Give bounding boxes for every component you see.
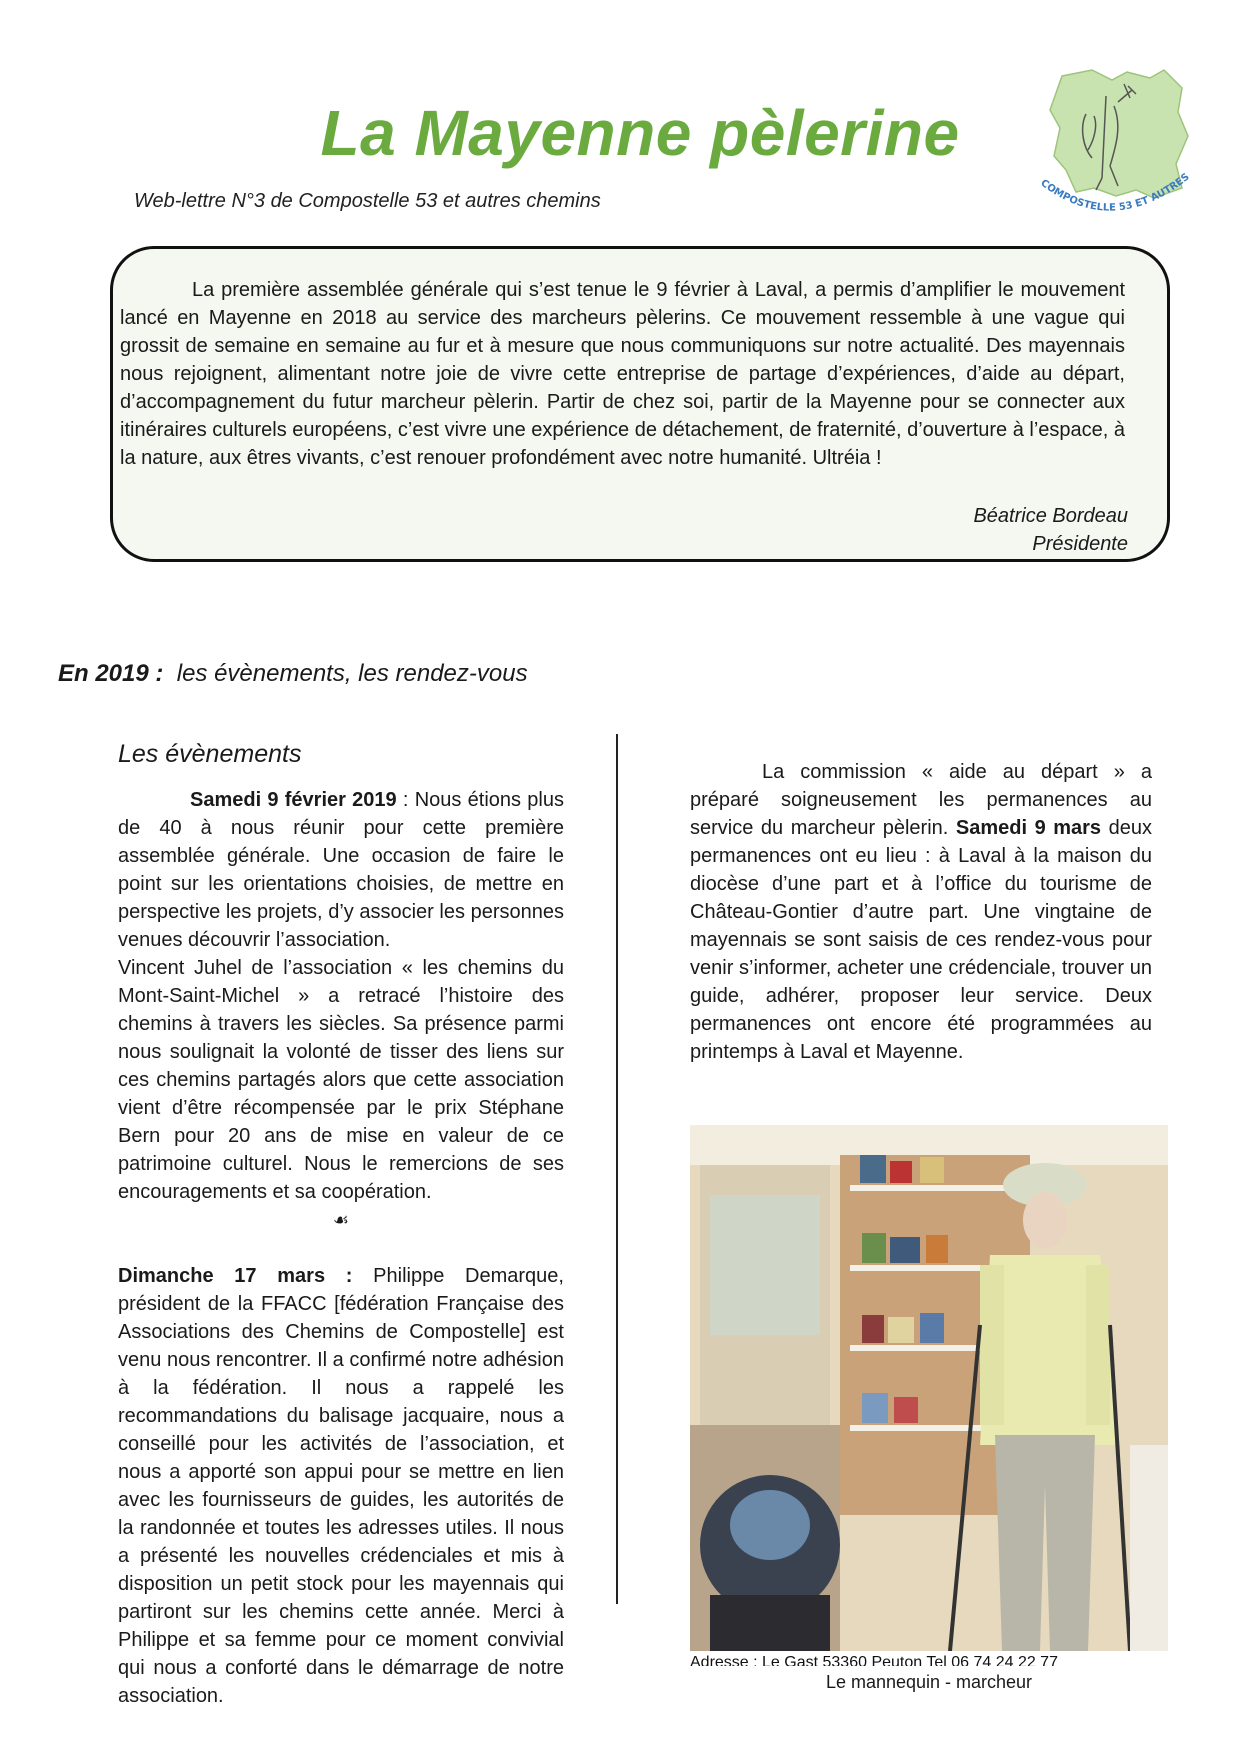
address-line: Adresse : Le Gast 53360 Peuton Tel 06 74 24 22 77 (690, 1655, 1058, 1666)
photo-caption: Le mannequin - marcheur (825, 1672, 1033, 1692)
intro-text: La première assemblée générale qui s’est tenue le 9 février à Laval, a permis d’amplifier le mouvement lancé en Mayenne en 2018 au service des marcheurs pèlerins. Ce mouvement ressemble à une vague qui grossit de semaine en semaine au fur et à mesure que nous communiquons sur notre actualité. Des mayennais nous rejoignent, alimentant notre joie de vivre cette entreprise de partage d’expériences, d’aide au départ, d’accompagnement du futur marcheur pèlerin. Partir de chez soi, partir de la Mayenne pour se connecter aux itinéraires culturels européens, c’est vivre une expérience de détachement, de fraternité, d’ouverture à l’espace, à la nature, aux êtres vivants, c’est renouer profondément avec notre humanité. Ultréia ! (120, 279, 1126, 469)
section-heading-text: les évènements, les rendez-vous (176, 660, 528, 687)
signature (973, 502, 1128, 558)
events-subheading: Les évènements (118, 740, 302, 768)
column-divider (616, 734, 618, 1604)
fleuron-icon: ☙ (332, 1210, 350, 1230)
signature-role: Présidente (1032, 533, 1128, 555)
signature-name: Béatrice Bordeau (973, 505, 1128, 527)
event-3-date: Dimanche 17 mars : (118, 1265, 353, 1287)
section-heading (58, 660, 528, 688)
commission-date: Samedi 9 mars (955, 817, 1102, 839)
intro-paragraph (120, 276, 1125, 472)
newsletter-subtitle: Web-lettre N°3 de Compostelle 53 et autres chemins (134, 190, 601, 212)
commission-text-a: La commission « aide au départ » a préparé soigneusement les permanences au service du marcheur pèlerin. (690, 761, 1152, 839)
event-1-text: : Nous étions plus de 40 à nous réunir pour cette première assemblée générale. Une occasion de faire le point sur les orientations choisies, de mettre en perspective les projets, d’y associer les personnes venues découvrir l’association. (118, 789, 564, 951)
left-column (118, 786, 564, 1710)
event-1-date: Samedi 9 février 2019 (190, 789, 397, 811)
newsletter-title: La Mayenne pèlerine (320, 97, 960, 169)
commission-paragraph (690, 758, 1152, 1066)
logo-text: COMPOSTELLE 53 ET AUTRES (1038, 171, 1192, 214)
event-paragraph-3 (118, 1262, 564, 1710)
right-column (690, 758, 1152, 1066)
event-paragraph-1 (118, 786, 564, 954)
mannequin-photo (690, 1125, 1168, 1651)
event-3-text: Philippe Demarque, président de la FFACC [fédération Française des Associations des Chemins de Compostelle] est venu nous rencontrer. Il a confirmé notre adhésion à la fédération. Il nous a rappelé les recommandations du balisage jacquaire, nous a conseillé pour les activités de l’association, et nous a apporté son appui pour se mettre en lien avec les fournisseurs de guides, les autorités de la randonnée et toutes les adresses utiles. Il nous a présenté les nouvelles crédenciales et mis à disposition un petit stock pour les mayennais qui partiront sur les chemins cette année. Merci à Philippe et sa femme pour ce moment convivial qui nous a conforté dans le démarrage de notre association. (118, 1265, 564, 1707)
section-heading-year: En 2019 : (58, 660, 164, 687)
commission-text-b: deux permanences ont eu lieu : à Laval à la maison du diocèse d’une part et à l’office du tourisme de Château-Gontier d’autre part. Une vingtaine de mayennais se sont saisis de ces rendez-vous pour venir s’informer, acheter une crédenciale, trouver un guide, adhérer, proposer leur service. Deux permanences ont encore été programmées au printemps à Laval et Mayenne. (690, 817, 1152, 1063)
association-logo (1032, 66, 1212, 246)
event-paragraph-2: Vincent Juhel de l’association « les chemins du Mont-Saint-Michel » a retracé l’histoire des chemins à travers les siècles. Sa présence parmi nous soulignait la volonté de tisser des liens sur ces chemins partagés alors que cette association vient d’être récompensée par le prix Stéphane Bern pour 20 ans de mise en valeur de ce patrimoine culturel. Nous le remercions de ses encouragements et sa coopération. (118, 957, 564, 1203)
